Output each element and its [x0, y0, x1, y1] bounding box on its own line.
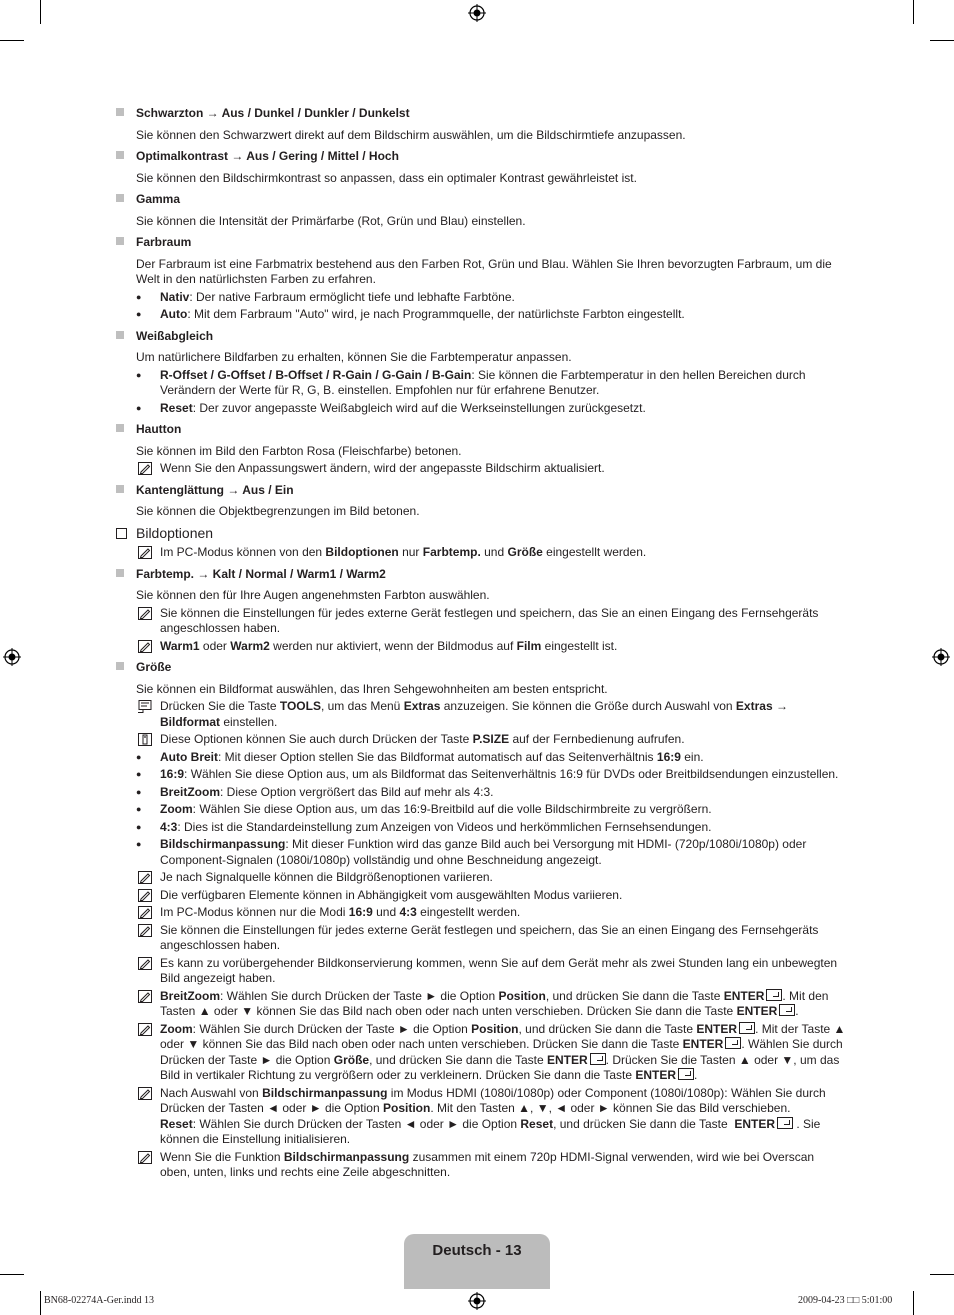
bullet-text: : Wählen Sie diese Option aus, um das 16:9-Breitbild auf die volle Bildschirmbreite zu vergrößern.	[192, 802, 712, 816]
note-text: Es kann zu vorübergehender Bildkonservierung kommen, wenn Sie auf dem Gerät mehr als zwei Stunden lang ein unbewegten Bild angezeigt haben.	[160, 955, 838, 985]
note	[160, 956, 847, 987]
square-bullet-icon	[116, 485, 124, 493]
note-icon	[138, 607, 152, 620]
enter-key-icon	[678, 1068, 694, 1080]
crop-mark	[913, 0, 914, 24]
bullet-text: : Sie können die Farbtemperatur in den hellen Bereichen durch Verändern der Werte für R, G, B. einstellen. Empfohlen nur für erfahrene Benutzer.	[160, 367, 806, 397]
paragraph: Sie können den Schwarzwert direkt auf dem Bildschirm auswählen, um die Bildschirmtiefe anzupassen.	[136, 127, 686, 142]
bullet-keyword: BreitZoom	[160, 784, 220, 799]
crop-mark	[930, 1274, 954, 1275]
note-icon	[138, 889, 152, 902]
note	[160, 989, 847, 1020]
note-text: Nach Auswahl von Bildschirmanpassung im Modus HDMI (1080i/1080p) oder Component (1080i/1080p): Wählen Sie durch Drücken der Tasten ◄ oder ► die Option Position. Mit den Tasten ▲, ▼, ◄ oder ► können Sie das Bild verschieben. Reset: Wählen Sie durch Drücken der Tasten ◄ oder ► die Option Reset, und drücken Sie dann die Taste ENTER . Sie können die Einstellung initialisieren.	[160, 1085, 826, 1146]
footer-file: BN68-02274A-Ger.indd 13	[44, 1295, 154, 1306]
square-bullet-icon	[116, 108, 124, 116]
bullet-keyword: Nativ	[160, 289, 190, 304]
note-text: Diese Optionen können Sie auch durch Drücken der Taste P.SIZE auf der Fernbedienung aufrufen.	[160, 732, 685, 746]
enter-key-icon	[777, 1117, 793, 1129]
note-icon	[138, 871, 152, 884]
note-icon	[138, 462, 152, 475]
remote-icon	[138, 733, 152, 746]
note-icon	[138, 924, 152, 937]
paragraph: Um natürlichere Bildfarben zu erhalten, können Sie die Farbtemperatur anpassen.	[136, 350, 572, 364]
bullet-keyword: R-Offset / G-Offset / B-Offset / R-Gain / G-Gain / B-Gain	[160, 367, 472, 382]
note	[160, 888, 847, 904]
section	[112, 329, 847, 417]
note-text: Wenn Sie den Anpassungswert ändern, wird der angepasste Bildschirm aktualisiert.	[160, 461, 605, 475]
paragraph: Der Farbraum ist eine Farbmatrix bestehend aus den Farben Rot, Grün und Blau. Wählen Sie Ihren bevorzugten Farbraum, um die Welt in den natürlichsten Farben zu erfahren.	[136, 256, 832, 286]
paragraph: Sie können die Intensität der Primärfarbe (Rot, Grün und Blau) einstellen.	[136, 213, 526, 228]
note	[160, 870, 847, 886]
bullet-text: : Diese Option vergrößert das Bild auf mehr als 4:3.	[220, 784, 494, 799]
section-heading: Kantenglättung → Aus / Ein	[136, 482, 294, 497]
note-icon	[138, 957, 152, 970]
crop-mark	[0, 40, 24, 41]
note-icon	[138, 906, 152, 919]
note-text: BreitZoom: Wählen Sie durch Drücken der Taste ► die Option Position, und drücken Sie dann die Taste ENTER . Mit den Tasten ▲ oder ▼ können Sie das Bild nach oben oder nach unten verschieben. Drücken Sie dann die Taste ENTER .	[160, 988, 829, 1018]
bullet-item	[160, 820, 847, 836]
bullet-keyword: Reset	[160, 400, 193, 415]
square-bullet-icon	[116, 569, 124, 577]
crop-mark	[40, 0, 41, 24]
section	[112, 567, 847, 655]
section-heading: Schwarzton → Aus / Dunkel / Dunkler / Dunkelst	[136, 106, 410, 120]
section	[112, 422, 847, 477]
page-number-tab	[404, 1234, 550, 1289]
enter-key-icon	[590, 1053, 606, 1065]
note	[160, 905, 847, 921]
note-text: Sie können die Einstellungen für jedes externe Gerät festlegen und speichern, das Sie an einen Eingang des Fernsehgeräts angeschlossen haben.	[160, 605, 819, 635]
note-text: Zoom: Wählen Sie durch Drücken der Taste ► die Option Position, und drücken Sie dann die Taste ENTER . Mit der Taste ▲ oder ▼ können Sie das Bild nach oben oder nach unten verschieben. Drücken Sie dann die Taste ENTER . Wählen Sie durch Drücken der Taste ► die Option Größe, und drücken Sie dann die Taste ENTER . Drücken Sie die Tasten ▲ oder ▼, um das Bild in vertikaler Richtung zu vergrößern oder zu verkleinern. Drücken Sie dann die Taste ENTER .	[160, 1021, 846, 1082]
paragraph: Sie können den Bildschirmkontrast so anpassen, dass ein optimaler Kontrast gewährleistet ist.	[136, 170, 637, 185]
registration-mark-icon	[932, 648, 950, 666]
paragraph: Sie können den für Ihre Augen angenehmsten Farbton auswählen.	[136, 588, 490, 602]
checkbox-icon	[116, 528, 127, 539]
enter-key-icon	[739, 1022, 755, 1034]
registration-mark-icon	[468, 4, 486, 22]
section	[112, 149, 847, 186]
bullet-keyword: Zoom	[160, 802, 193, 816]
enter-key-icon	[766, 989, 782, 1001]
note-text: Warm1 oder Warm2 werden nur aktiviert, wenn der Bildmodus auf Film eingestellt ist.	[160, 638, 618, 653]
bullet-keyword: 4:3	[160, 819, 178, 834]
heading-text: Bildoptionen	[136, 524, 214, 541]
section	[112, 660, 847, 1181]
paragraph: Sie können ein Bildformat auswählen, das Ihren Sehgewohnheiten am besten entspricht.	[136, 681, 608, 696]
section	[112, 483, 847, 520]
paragraph: Sie können die Objektbegrenzungen im Bild betonen.	[136, 504, 420, 518]
section-heading: Größe	[136, 660, 172, 674]
note-icon	[138, 546, 152, 559]
note-text: Sie können die Einstellungen für jedes externe Gerät festlegen und speichern, das Sie an einen Eingang des Fernsehgeräts angeschlossen haben.	[160, 922, 819, 952]
square-bullet-icon	[116, 662, 124, 670]
enter-key-icon	[779, 1004, 795, 1016]
section-heading: Farbraum	[136, 235, 192, 249]
bullet-text: : Dies ist die Standardeinstellung zum Anzeigen von Videos und herkömmlichen Fernsehsendungen.	[177, 819, 712, 834]
registration-mark-icon	[468, 1292, 486, 1310]
note	[160, 1086, 847, 1148]
section-heading: Farbtemp. → Kalt / Normal / Warm1 / Warm2	[136, 566, 386, 581]
bullet-item	[160, 767, 847, 783]
footer-date: 2009-04-23 □□ 5:01:00	[798, 1295, 893, 1306]
bullet-item	[160, 368, 847, 399]
note-text: Je nach Signalquelle können die Bildgrößenoptionen variieren.	[160, 870, 493, 884]
bullet-item	[160, 785, 847, 801]
section-heading	[136, 526, 847, 542]
square-bullet-icon	[116, 151, 124, 159]
bullet-text: : Der native Farbraum ermöglicht tiefe und lebhafte Farbtöne.	[189, 289, 515, 304]
square-bullet-icon	[116, 237, 124, 245]
note-text: Wenn Sie die Funktion Bildschirmanpassung zusammen mit einem 720p HDMI-Signal verwenden, wird wie bei Overscan oben, unten, links und rechts eine Zeile abgeschnitten.	[160, 1149, 815, 1179]
section-heading: Hautton	[136, 422, 182, 436]
note-icon	[138, 990, 152, 1003]
square-bullet-icon	[116, 331, 124, 339]
note	[160, 923, 847, 954]
section	[112, 526, 847, 561]
square-bullet-icon	[116, 194, 124, 202]
note-text: Im PC-Modus können von den Bildoptionen nur Farbtemp. und Größe eingestellt werden.	[160, 545, 647, 559]
bullet-keyword: Bildschirmanpassung	[160, 837, 286, 851]
bullet-text: : Der zuvor angepasste Weißabgleich wird auf die Werkseinstellungen zurückgesetzt.	[192, 400, 646, 415]
enter-key-icon	[725, 1037, 741, 1049]
note-icon	[138, 1023, 152, 1036]
bullet-keyword: 16:9	[160, 767, 185, 781]
crop-mark	[40, 1291, 41, 1315]
note	[160, 1022, 847, 1084]
bullet-keyword: Auto	[160, 307, 188, 321]
note	[160, 545, 847, 561]
bullet-item	[160, 290, 847, 306]
section-heading: Optimalkontrast → Aus / Gering / Mittel / Hoch	[136, 149, 399, 163]
bullet-item	[160, 401, 847, 417]
section	[112, 235, 847, 323]
bullet-text: : Mit dieser Option stellen Sie das Bildformat automatisch auf das Seitenverhältnis 16:9 ein.	[218, 749, 704, 764]
bullet-keyword: Auto Breit	[160, 749, 218, 764]
tools-icon	[138, 700, 152, 713]
bullet-item	[160, 837, 847, 868]
note	[160, 1150, 847, 1181]
bullet-item	[160, 307, 847, 323]
section	[112, 192, 847, 229]
section-heading: Weißabgleich	[136, 328, 214, 343]
bullet-text: : Mit dieser Funktion wird das ganze Bild auch bei Versorgung mit HDMI- (720p/1080i/1080p) oder Component-Signalen (1080i/1080p) vollständig und ohne Beschneidung angezeigt.	[160, 837, 807, 867]
note	[160, 461, 847, 477]
remote-note	[160, 732, 847, 748]
section	[112, 106, 847, 143]
note-icon	[138, 640, 152, 653]
note-icon	[138, 1151, 152, 1164]
note-text: Drücken Sie die Taste TOOLS, um das Menü Extras anzuzeigen. Sie können die Größe durch Auswahl von Extras → Bildformat einstellen.	[160, 699, 788, 729]
note-text: Die verfügbaren Elemente können in Abhängigkeit vom ausgewählten Modus variieren.	[160, 887, 623, 902]
note	[160, 606, 847, 637]
bullet-text: : Wählen Sie diese Option aus, um als Bildformat das Seitenverhältnis 16:9 für DVDs oder Breitbildsendungen einzustellen.	[184, 767, 839, 781]
section-heading: Gamma	[136, 192, 181, 206]
crop-mark	[0, 1274, 24, 1275]
paragraph: Sie können im Bild den Farbton Rosa (Fleischfarbe) betonen.	[136, 443, 462, 458]
note-icon	[138, 1087, 152, 1100]
registration-mark-icon	[3, 648, 21, 666]
note-text: Im PC-Modus können nur die Modi 16:9 und 4:3 eingestellt werden.	[160, 905, 521, 919]
square-bullet-icon	[116, 424, 124, 432]
note	[160, 639, 847, 655]
tools-note	[160, 699, 847, 730]
bullet-item	[160, 802, 847, 818]
bullet-text: : Mit dem Farbraum "Auto" wird, je nach Programmquelle, der natürlichste Farbton eingestellt.	[187, 307, 685, 321]
crop-mark	[913, 1291, 914, 1315]
bullet-item	[160, 750, 847, 766]
page-label: Deutsch - 13	[432, 1242, 522, 1259]
manual-content	[112, 106, 847, 1187]
crop-mark	[930, 40, 954, 41]
